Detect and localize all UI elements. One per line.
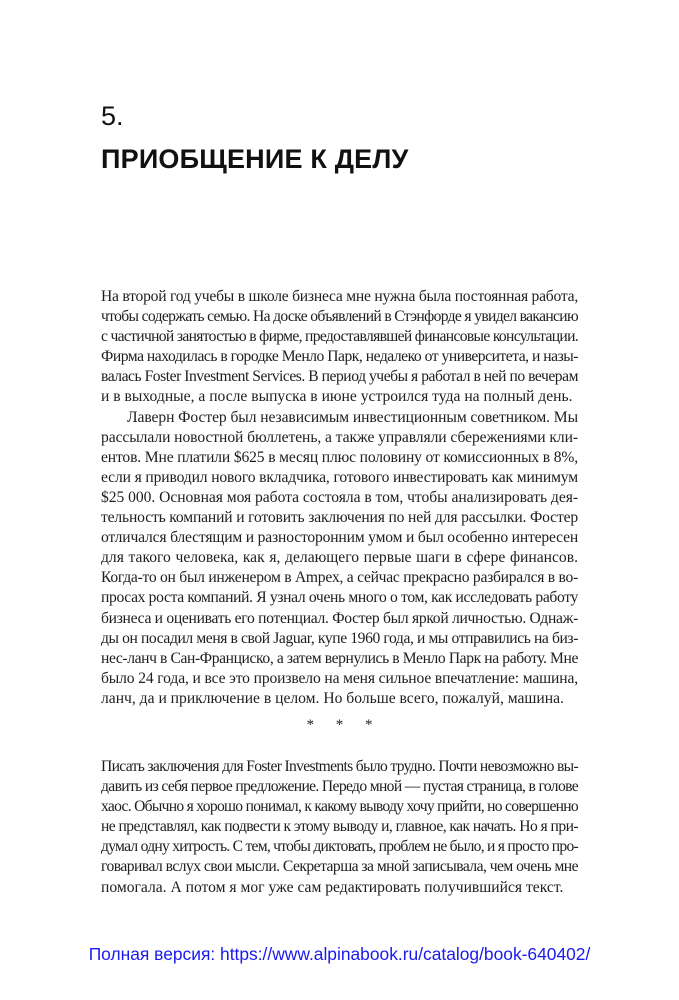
text-line: бизнеса и оценивать его потенциал. Фостер был яркой личностью. Однаж- [101,609,578,627]
text-line: тельность компаний и готовить заключения по ней для рассылки. Фостер [101,509,578,527]
text-line: Фирма находилась в городке Менло Парк, недалеко от университета, и назы- [101,348,578,366]
text-line: На второй год учебы в школе бизнеса мне нужна была постоянная работа, [101,288,578,305]
full-version-link[interactable]: Полная версия: https://www.alpinabook.ru/catalog/book-640402/ [88,944,591,964]
text-line: Лаверн Фостер был независимым инвестиционным советником. Мы [127,408,578,426]
text-line: помогала. А потом я мог уже сам редактировать получившийся текст. [101,878,564,896]
text-line: было 24 года, и все это произвело на меня сильное впечатление: машина, [101,669,578,687]
chapter-number: 5. [101,101,124,131]
text-line: для такого человека, как я, делающего первые шаги в сфере финансов. [101,549,578,567]
paragraph [101,757,578,898]
text-line: ланч, да и приключение в целом. Но больше всего, пожалуй, машина. [101,689,564,707]
text-line: с частичной занятостью в фирме, предоставлявшей финансовые консультации. [101,328,579,346]
text-line: и в выходные, а после выпуска в июне устроился туда на полный день. [101,388,573,406]
text-line: просах роста компаний. Я узнал очень много о том, как исследовать работу [101,589,578,607]
text-line: думал одну хитрость. С тем, чтобы диктовать, проблем не было, и я просто про- [101,838,578,856]
section-separator: * * * [306,717,382,733]
text-line: давить из себя первое предложение. Передо мной — пустая страница, в голове [101,778,578,796]
text-line: говаривал вслух свои мысли. Секретарша за мной записывала, чем очень мне [101,858,578,876]
chapter-title: ПРИОБЩЕНИЕ К ДЕЛУ [101,144,409,174]
text-line: хаос. Обычно я хорошо понимал, к какому выводу хочу прийти, но совершенно [101,798,578,816]
text-line: чтобы содержать семью. На доске объявлений в Стэнфорде я увидел вакансию [101,308,578,326]
text-line: валась Foster Investment Services. В период учебы я работал в ней по вечерам [101,368,578,386]
text-line: ды он посадил меня в свой Jaguar, купе 1960 года, и мы отправились на биз- [101,629,578,647]
text-line: если я приводил нового вкладчика, готового инвестировать как минимум [101,468,578,486]
text-section-2 [101,757,578,898]
text-line: Когда-то он был инженером в Ampex, а сейчас прекрасно разбирался в во- [101,569,579,587]
text-line: не представлял, как подвести к этому выводу и, главное, как начать. Но я при- [101,818,579,836]
text-line: ентов. Мне платили $625 в месяц плюс половину от комиссионных в 8%, [101,448,578,466]
text-line: рассылали новостной бюллетень, а также управляли сбережениями кли- [101,428,578,446]
text-section-1 [101,287,578,709]
text-line: $25 000. Основная моя работа состояла в том, чтобы анализировать дея- [101,488,578,506]
paragraph [101,287,578,408]
paragraph [101,408,578,709]
text-line: Писать заключения для Foster Investments было трудно. Почти невозможно вы- [101,758,578,775]
text-line: нес-ланч в Сан-Франциско, а затем вернулись в Менло Парк на работу. Мне [101,649,578,667]
text-line: отличался блестящим и разносторонним умом и был особенно интересен [101,529,578,547]
